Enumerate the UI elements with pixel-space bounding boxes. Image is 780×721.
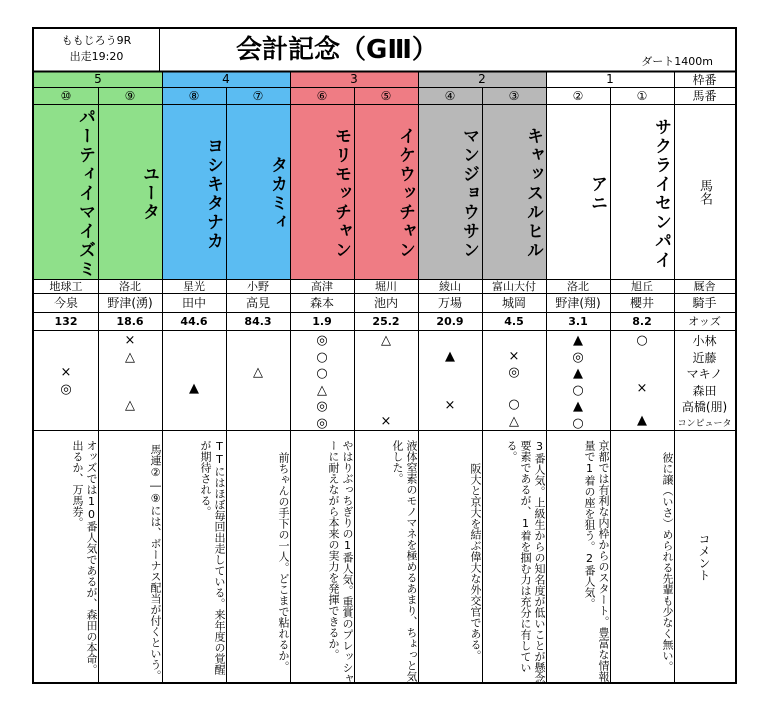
stable-name: 高津 bbox=[311, 280, 333, 293]
prediction-mark: ▲ bbox=[189, 381, 199, 397]
horse-number: ⑨ bbox=[124, 88, 136, 103]
horse-comment: 前ちゃんの手下の一人。どこまで粘れるか。 bbox=[277, 452, 290, 672]
prediction-mark: ▲ bbox=[637, 413, 647, 429]
horse-name: モリモッチャン bbox=[331, 127, 351, 260]
prediction-mark: ◎ bbox=[508, 365, 520, 380]
horse-comment: 馬連②―⑨には、ボーナス配当が付くという。 bbox=[149, 443, 162, 681]
waku-number: 1 bbox=[606, 72, 614, 86]
forecaster-name: コンピュータ bbox=[677, 418, 732, 429]
horse-comment: 3番人気。上級生からの知名度が低いことが懸念要素であるが、1着を掴む力は充分に有している。 bbox=[505, 440, 546, 684]
prediction-mark: ◎ bbox=[316, 415, 328, 430]
stable-name: 洛北 bbox=[567, 280, 589, 293]
horse-name: サクライセンパイ bbox=[651, 117, 671, 270]
prediction-mark: × bbox=[508, 348, 520, 364]
horse-name: マンジョウサン bbox=[459, 127, 479, 260]
horse-name: タカミィ bbox=[267, 155, 287, 232]
horse-name: パーティイマイズミ bbox=[75, 108, 95, 279]
horse-number: ② bbox=[572, 88, 584, 103]
prediction-mark: ◎ bbox=[60, 381, 72, 397]
table-gridlines bbox=[34, 29, 735, 684]
horse-name: ヨシキタナカ bbox=[203, 136, 223, 251]
odds-value: 18.6 bbox=[116, 314, 144, 328]
waku-number: 3 bbox=[350, 72, 358, 86]
label-stable: 厩舎 bbox=[693, 280, 716, 293]
forecaster-name: 高橋(朋) bbox=[681, 400, 728, 414]
jockey-name: 万場 bbox=[437, 296, 462, 310]
horse-number: ⑩ bbox=[60, 88, 72, 103]
race-number: ももじろう9R bbox=[61, 34, 132, 47]
forecaster-name: マキノ bbox=[686, 367, 723, 381]
stable-name: 洛北 bbox=[119, 280, 141, 293]
forecaster-name: 森田 bbox=[692, 383, 717, 398]
prediction-mark: ◎ bbox=[572, 349, 584, 365]
race-title: 会計記念（GⅢ） bbox=[236, 35, 438, 65]
horse-name: ユータ bbox=[139, 165, 159, 222]
horse-comment: 彼に譲（いさ）められる先輩も少なく無い。 bbox=[661, 452, 674, 672]
jockey-name: 田中 bbox=[181, 296, 206, 310]
odds-value: 132 bbox=[54, 314, 78, 328]
odds-value: 25.2 bbox=[372, 314, 400, 328]
horse-number: ④ bbox=[444, 88, 456, 103]
horse-number: ⑤ bbox=[380, 88, 392, 103]
label-umaban: 馬番 bbox=[692, 89, 717, 103]
forecaster-name: 近藤 bbox=[692, 350, 717, 365]
horse-number: ⑦ bbox=[252, 88, 264, 103]
stable-name: 堀川 bbox=[375, 280, 397, 293]
prediction-mark: ▲ bbox=[445, 349, 455, 364]
stable-name: 旭丘 bbox=[631, 280, 653, 293]
odds-value: 3.1 bbox=[568, 314, 588, 328]
horse-comment: やはりぶっちぎりの1番人気。重賞のプレッシャーに耐えながら本来の実力を発揮できるか。 bbox=[327, 440, 354, 684]
odds-value: 44.6 bbox=[180, 314, 208, 328]
waku-number: 4 bbox=[222, 72, 230, 86]
odds-value: 4.5 bbox=[504, 314, 524, 328]
prediction-mark: △ bbox=[317, 382, 327, 398]
jockey-name: 野津(翔) bbox=[555, 296, 601, 310]
prediction-mark: × bbox=[124, 333, 136, 348]
prediction-mark: × bbox=[380, 413, 392, 429]
label-name: 馬名 bbox=[697, 178, 712, 205]
prediction-mark: △ bbox=[253, 365, 263, 381]
prediction-mark: ○ bbox=[572, 415, 584, 430]
prediction-mark: ○ bbox=[508, 397, 520, 412]
prediction-mark: ◎ bbox=[316, 399, 328, 414]
horse-number: ① bbox=[636, 88, 648, 103]
prediction-mark: × bbox=[444, 397, 456, 413]
prediction-mark: ◎ bbox=[316, 333, 328, 348]
jockey-name: 櫻井 bbox=[629, 296, 654, 310]
horse-comment: オッズでは10番人気であるが、森田の本命。出るか、万馬券。 bbox=[71, 440, 98, 675]
forecaster-name: 小林 bbox=[692, 334, 717, 348]
horse-name: キャッスルヒル bbox=[523, 127, 543, 260]
jockey-name: 池内 bbox=[373, 296, 398, 310]
race-card bbox=[32, 27, 737, 684]
stable-name: 小野 bbox=[247, 280, 269, 293]
horse-comment: 阪大と京大を結ぶ偉大な外交官である。 bbox=[469, 463, 482, 661]
label-odds: オッズ bbox=[688, 315, 721, 328]
odds-value: 20.9 bbox=[436, 314, 464, 328]
jockey-name: 城岡 bbox=[501, 296, 526, 310]
waku-number: 2 bbox=[478, 72, 486, 86]
jockey-name: 森本 bbox=[309, 296, 334, 310]
stable-name: 綾山 bbox=[439, 280, 461, 293]
prediction-mark: △ bbox=[125, 349, 135, 365]
prediction-mark: × bbox=[60, 365, 72, 380]
horse-number: ⑥ bbox=[316, 88, 328, 103]
prediction-mark: ▲ bbox=[573, 366, 583, 381]
horse-comment: 液体窒素のモノマネを極めるあまり、ちょっと気化した。 bbox=[391, 440, 418, 682]
odds-value: 1.9 bbox=[312, 314, 332, 328]
prediction-mark: ○ bbox=[316, 366, 328, 381]
stable-name: 星光 bbox=[183, 280, 205, 293]
horse-comment: 京都では有利な内枠からのスタート。豊富な情報量で1着の座を狙う。2番人気。 bbox=[583, 440, 610, 682]
horse-comment: TTにはほぼ毎回出走している。来年度の覚醒が期待される。 bbox=[199, 440, 226, 675]
prediction-mark: ○ bbox=[636, 333, 648, 348]
horse-name: イケウッチャン bbox=[395, 127, 415, 260]
stable-name: 地球工 bbox=[49, 280, 83, 293]
label-jockey: 騎手 bbox=[692, 296, 717, 310]
prediction-mark: △ bbox=[509, 413, 519, 429]
prediction-mark: ○ bbox=[572, 382, 584, 398]
prediction-mark: ▲ bbox=[573, 399, 583, 414]
label-waku: 枠番 bbox=[692, 72, 717, 87]
horse-number: ⑧ bbox=[188, 88, 200, 103]
prediction-mark: × bbox=[636, 381, 648, 397]
waku-number: 5 bbox=[94, 72, 102, 86]
jockey-name: 今泉 bbox=[53, 296, 78, 310]
horse-number: ③ bbox=[508, 88, 520, 103]
start-time: 出走19:20 bbox=[69, 50, 124, 63]
label-comment: コメント bbox=[697, 533, 711, 581]
prediction-mark: ▲ bbox=[573, 333, 583, 348]
odds-value: 8.2 bbox=[632, 314, 652, 328]
prediction-mark: △ bbox=[125, 397, 135, 413]
prediction-mark: ○ bbox=[316, 349, 328, 365]
jockey-name: 野津(湧) bbox=[107, 296, 153, 310]
jockey-name: 高見 bbox=[245, 296, 270, 310]
stable-name: 富山大付 bbox=[492, 280, 536, 293]
prediction-mark: △ bbox=[381, 333, 391, 348]
race-distance: ダート1400m bbox=[641, 55, 713, 68]
horse-name: アニ bbox=[587, 174, 607, 213]
odds-value: 84.3 bbox=[244, 314, 272, 328]
